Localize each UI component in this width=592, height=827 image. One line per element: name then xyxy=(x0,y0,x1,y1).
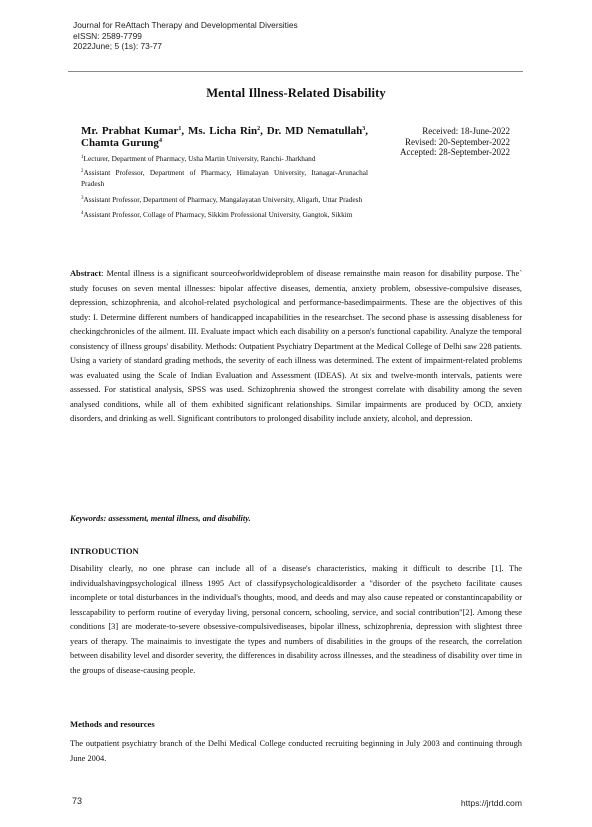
keywords: Keywords: assessment, mental illness, and disability. xyxy=(70,514,251,523)
methods-text: The outpatient psychiatry branch of the Delhi Medical College conducted recruiting beginning in July 2003 and continuing through June 2004. xyxy=(70,739,522,763)
footer-url: https://jrtdd.com xyxy=(460,798,522,808)
author-sup: 2 xyxy=(257,126,261,132)
date-accepted: Accepted: 28-September-2022 xyxy=(399,147,510,158)
affiliation-list xyxy=(81,153,368,225)
author-name: Ms. Licha Rin xyxy=(188,125,258,137)
journal-name: Journal for ReAttach Therapy and Developmental Diversities xyxy=(73,20,298,30)
header-divider xyxy=(68,71,523,72)
affiliation-item: $^1$Lecturer, Department of Pharmacy, Usha Martin University, Ranchi- Jharkhand xyxy=(81,154,316,163)
author-sup: 4 xyxy=(158,138,162,145)
journal-header xyxy=(73,20,298,52)
date-received: Received: 18-June-2022 xyxy=(422,126,510,136)
abstract-label: Abstract xyxy=(70,269,102,278)
article-dates xyxy=(372,126,510,158)
section-heading-methods: Methods and resources xyxy=(70,719,155,729)
journal-eissn: eISSN: 2589-7799 xyxy=(73,30,142,41)
page-number: 73 xyxy=(72,796,83,806)
abstract xyxy=(70,267,522,427)
author-name: Dr. MD Nematullah xyxy=(266,125,363,137)
date-revised: Revised: 20-September-2022 xyxy=(404,136,510,147)
author-list: Mr. Prabhat Kumar$^1$, Ms. Licha Rin$^2$, Dr. MD Nematullah$^3$, Chamta Gurung$^4$ xyxy=(81,125,368,150)
abstract-text: : Mental illness is a significant sourceofworldwideproblem of disease remainsthe main reason for disability purpose. The` study focuses on seven mental illnesses: bipolar affective diseases, dementia, anxiety problem, obsessive-compulsive diseases, depression, schizophrenia, and alcohol-related psychological and performance-basedimpairments. These are the objectives of this study: I. Determine different numbers of handicapped incapabilities in the researchset. The second phase is assessing disableness for checkingchronicles of the ailment. III. Evaluate impact which each disability on a person's functional capability. Analyze the temporal consistency of illness groups' disability. Methods: Outpatient Psychiatry Department at the Medical College of Delhi saw 228 patients. Using a variety of standard grading methods, the severity of each illness was determined. The extent of impairment-related problems was evaluated using the Scale of Indian Evaluation and Assessment (IDEAS). At six and twelve-month intervals, patients were assessed. For statistical analysis, SPSS was used. Schizophrenia showed the strongest correlate with disability among the seven analysed conditions, while all of them exhibited significant relationships. Similar impairments are produced by OCD, anxiety disorders, and drinking as well. Significant contributors to prolonged disability include anxiety, alcohol, and depression. xyxy=(70,269,522,424)
affiliation-item: $^3$Assistant Professor, Department of Pharmacy, Mangalayatan University, Aligarh, Uttar Pradesh xyxy=(81,194,363,204)
author-sup: 3 xyxy=(362,126,366,132)
author-name: Chamta Gurung xyxy=(81,137,159,150)
affiliation-item: $^4$Assistant Professor, Collage of Pharmacy, Sikkim Professional University, Gangtok, Sikkim xyxy=(81,210,353,220)
introduction-text: Disability clearly, no one phrase can include all of a disease's characteristics, making it difficult to describe [1]. The individualshavingpsychological illness 1995 Act of classifypsychologicaldisorder a "disorder of the psycheto facilitate causes incomplete or total disturbances in the individual's thoughts, mood, and deeds and may also cause repeated or constantincapability or lesscapability to perform routine of everyday living, personal concern, schooling, service, and social contribution"[2]. Among these conditions [3] are moderate-to-severe obsessive-compulsivediseases, bipolar illness, schizophrenia, depression with slightest three years of therapy. The mainaimis to investigate the types and numbers of disabilities in the groups of the research, the correlation between disability level and disorder severity, the differences in disability across illnesses, and the steadiness of disability over time in the groups of disease-causing people. xyxy=(70,564,522,675)
affiliation-item: $^2$Assistant Professor, Department of Pharmacy, Himalayan University, Itanagar-Arunachal Pradesh xyxy=(81,168,368,189)
author-sup: 1 xyxy=(178,126,182,132)
section-heading-introduction: INTRODUCTION xyxy=(70,546,139,556)
article-title: Mental Illness-Related Disability xyxy=(206,86,386,100)
author-name: Mr. Prabhat Kumar xyxy=(81,125,179,137)
journal-issue: 2022June; 5 (1s): 73-77 xyxy=(73,41,162,52)
